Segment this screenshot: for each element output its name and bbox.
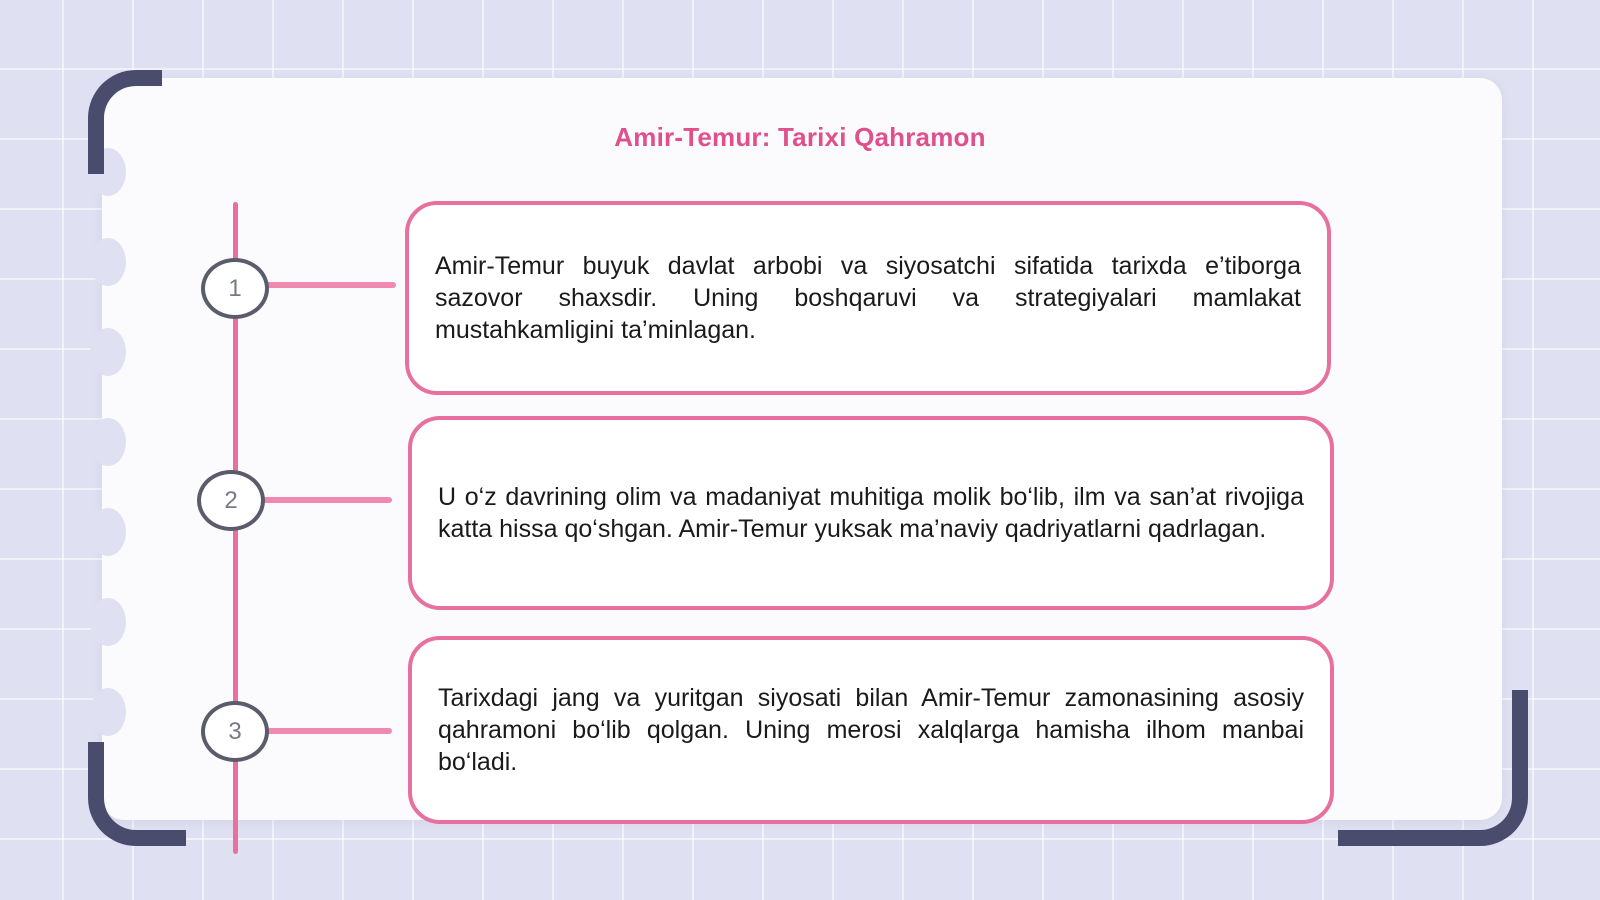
card-text: Amir-Temur buyuk davlat arbobi va siyosatchi sifatida tarixda e’tiborga sazovor shaxsdir. Uning boshqaruvi va strategiyalari mamlakat mustahkamligini ta’minlagan. — [435, 252, 1301, 344]
paper-scallop — [90, 328, 126, 376]
card-text: Tarixdagi jang va yuritgan siyosati bilan Amir-Temur zamonasining asosiy qahramoni bo‘lib qolgan. Uning merosi xalqlarga hamisha ilhom manbai bo‘ladi. — [438, 684, 1304, 776]
timeline-card-2 — [408, 416, 1334, 610]
paper-scallop — [90, 598, 126, 646]
corner-bracket-bottom-left — [88, 742, 186, 846]
step-number-circle: 3 — [201, 701, 269, 762]
paper-scallop — [90, 688, 126, 736]
slide-title: Amir-Temur: Tarixi Qahramon — [614, 122, 986, 152]
timeline-connector — [258, 497, 392, 503]
step-number-circle: 2 — [197, 470, 265, 531]
timeline-card-1 — [405, 201, 1331, 395]
step-number-circle: 1 — [201, 258, 269, 319]
paper-scallop — [90, 238, 126, 286]
paper-scallop — [90, 418, 126, 466]
timeline-connector — [262, 728, 392, 734]
timeline-connector — [262, 282, 396, 288]
card-text: U o‘z davrining olim va madaniyat muhitiga molik bo‘lib, ilm va san’at rivojiga katta hissa qo‘shgan. Amir-Temur yuksak ma’naviy qadriyatlarni qadrlagan. — [438, 483, 1304, 543]
corner-bracket-bottom-right — [1338, 690, 1528, 846]
timeline-card-3 — [408, 636, 1334, 824]
paper-scallop — [90, 508, 126, 556]
